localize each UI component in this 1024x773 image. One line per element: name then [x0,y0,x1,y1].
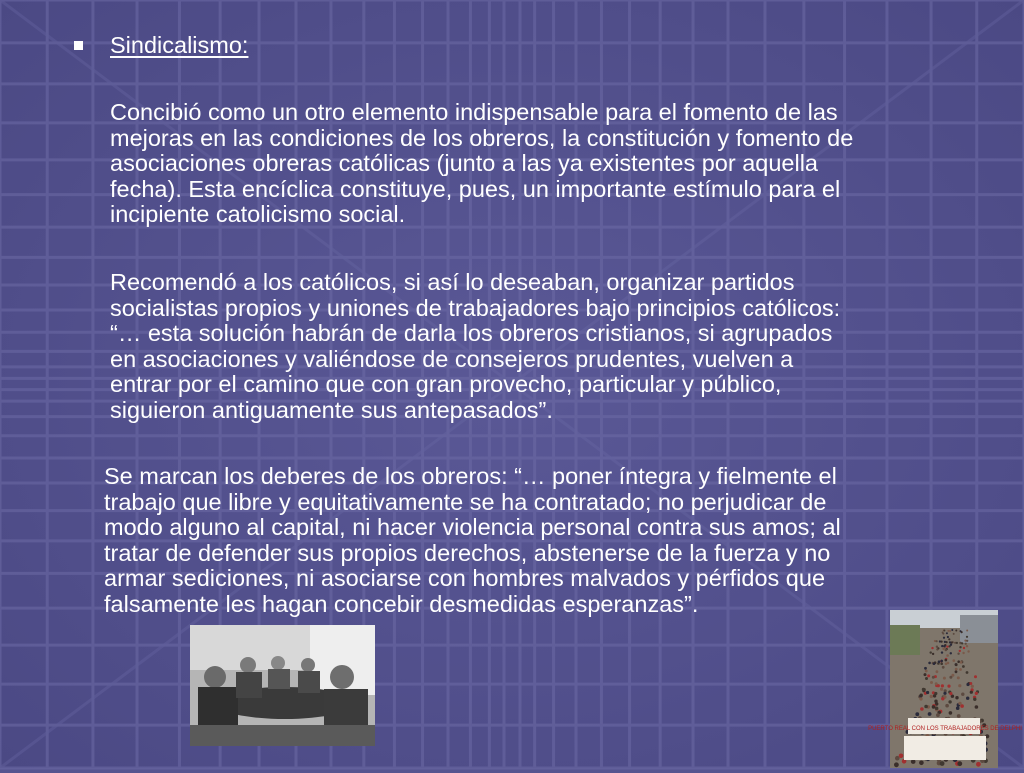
paragraph-3: Se marcan los deberes de los obreros: “… poner íntegra y fielmente el trabajo que libre y equitativamente se ha contratado; no perjudicar de modo alguno al capital, ni hacer violencia personal contra sus amos; al tratar de defender sus propios derechos, abstenerse de la fuerza y no armar sediciones, ni asociarse con hombres malvados y pérfidos que falsamente les hagan concebir desmedidas esperanzas”. [104,463,841,617]
slide-heading: Sindicalismo: [110,32,249,58]
paragraph-1: Concibió como un otro elemento indispensable para el fomento de las mejoras en las condiciones de los obreros, la constitución y fomento de asociaciones obreras católicas (junto a las ya existentes por aquella fecha). Esta encíclica constituye, pues, un importante estímulo para el incipiente catolicismo social. [110,99,854,227]
meeting-photo [190,625,375,746]
banner-text: PUERTO REAL CON LOS TRABAJADORES DE DELPHI [868,726,1022,732]
march-photo [868,610,1022,768]
square-bullet-icon [74,41,83,50]
paragraph-2: Recomendó a los católicos, si así lo deseaban, organizar partidos socialistas propios y uniones de trabajadores bajo principios católicos: “… esta solución habrán de darla los obreros cristianos, si agrupados en asociaciones y valiéndose de consejeros prudentes, vuelven a entrar por el camino que con gran provecho, particular y público, siguieron antiguamente sus antepasados”. [110,269,841,423]
